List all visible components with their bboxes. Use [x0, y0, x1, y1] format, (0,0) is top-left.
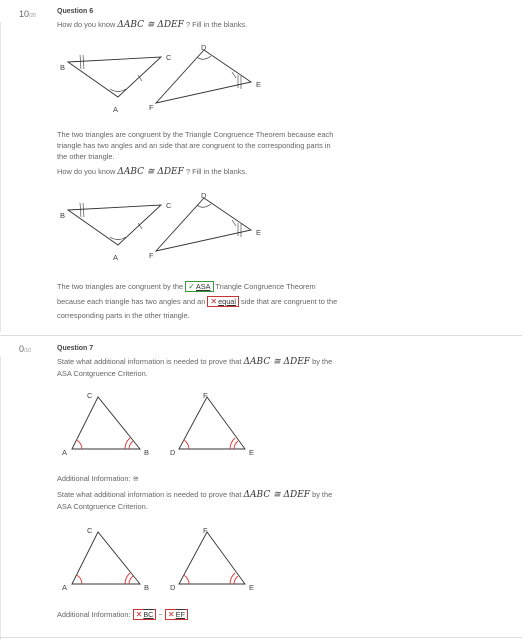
q7-congruent-symbol: ≅ — [132, 474, 139, 483]
q6-f2-label-b: B — [60, 211, 66, 220]
q6-figure-2 — [56, 190, 276, 266]
q6-f1-label-c: C — [166, 53, 172, 62]
q6-title: Question 6 — [57, 8, 94, 15]
q6-blank-1[interactable]: ✓ASA — [185, 281, 213, 292]
q7-prompt-repeat: State what additional information is needed to prove that ΔABC ≅ ΔDEF by the ASA Contgruence Criterion. — [57, 490, 333, 512]
q6-body-line-1: The two triangles are congruent by the Triangle Congruence Theorem because each — [57, 130, 334, 139]
q7-f1-label-d: D — [170, 448, 176, 457]
question-divider — [0, 335, 522, 336]
q6-prompt: How do you know ΔABC ≅ ΔDEF ? Fill in the blanks. — [57, 20, 248, 30]
q6-blank-2[interactable]: ✕equal — [207, 296, 239, 307]
q6-f1-label-b: B — [60, 63, 66, 72]
q7-f2-label-f: F — [203, 526, 208, 535]
q7-f1-label-a: A — [62, 448, 68, 457]
q7-f2-label-e: E — [249, 583, 255, 592]
q6-f2-label-a: A — [113, 253, 119, 262]
q6-prompt-repeat: How do you know ΔABC ≅ ΔDEF ? Fill in the blanks. — [57, 167, 248, 177]
q7-f1-label-b: B — [144, 448, 150, 457]
q6-f2-label-f: F — [149, 251, 154, 260]
q6-answer-line-2: because each triangle has two angles and an ✕equal side that are congruent to the — [57, 296, 338, 306]
q6-f2-label-e: E — [256, 228, 262, 237]
q6-f1-label-f: F — [149, 103, 154, 112]
q7-figure-1 — [57, 385, 267, 465]
cross-icon: ✕ — [167, 610, 175, 619]
q6-f1-label-e: E — [256, 80, 262, 89]
q6-body — [57, 129, 333, 162]
q7-blank-2[interactable]: ✕EF — [165, 609, 188, 620]
q7-f1-label-f: F — [203, 391, 208, 400]
q6-figure-1 — [56, 42, 276, 118]
q7-prompt: State what additional information is needed to prove that ΔABC ≅ ΔDEF by the ASA Contgruence Criterion. — [57, 357, 333, 379]
q6-body-line-2: triangle has two angles and an side that are congruent to the corresponding parts in — [57, 141, 331, 150]
q6-f2-label-c: C — [166, 201, 172, 210]
bottom-divider — [0, 637, 522, 638]
cross-icon: ✕ — [210, 296, 218, 306]
q7-f2-label-b: B — [144, 583, 150, 592]
q7-score: 0/10 — [19, 344, 31, 354]
check-icon: ✓ — [188, 282, 195, 291]
q6-f1-label-a: A — [113, 105, 119, 114]
q7-figure-2 — [57, 520, 267, 600]
q6-answer — [57, 280, 337, 324]
q7-f1-label-c: C — [87, 391, 93, 400]
q6-body-line-3: the other triangle. — [57, 152, 115, 161]
q7-additional-info-1: Additional Information: ≅ — [57, 474, 139, 483]
q6-f1-label-d: D — [201, 43, 207, 52]
q7-additional-info-2: Additional Information: ✕BC ~ ✕EF — [57, 609, 188, 620]
q7-title: Question 7 — [57, 345, 94, 352]
q6-answer-line-1: The two triangles are congruent by the ✓ASA Triangle Congruence Theorem — [57, 282, 316, 291]
q7-f1-label-e: E — [249, 448, 255, 457]
q6-answer-line-3: corresponding parts in the other triangle. — [57, 311, 190, 320]
q6-left-border — [0, 22, 1, 332]
cross-icon: ✕ — [135, 610, 143, 619]
q7-f2-label-c: C — [87, 526, 93, 535]
q7-blank-1[interactable]: ✕BC — [133, 609, 157, 620]
q6-f2-label-d: D — [201, 191, 207, 200]
q7-left-border — [0, 356, 1, 640]
q7-f2-label-d: D — [170, 583, 176, 592]
q7-f2-label-a: A — [62, 583, 68, 592]
q7-relation-symbol: ~ — [158, 610, 163, 619]
q6-score: 10/20 — [19, 9, 36, 19]
